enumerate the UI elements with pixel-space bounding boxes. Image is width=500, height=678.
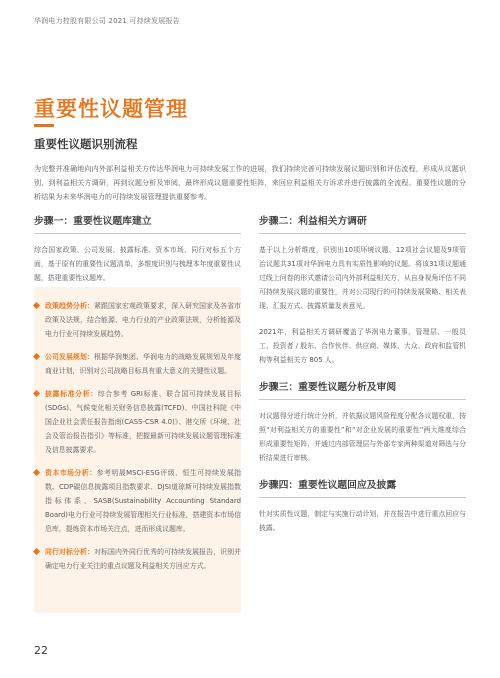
section-title: 重要性议题识别流程	[34, 137, 138, 151]
bullet-label: 政策趋势分析：	[45, 302, 95, 310]
title-underline	[34, 124, 54, 127]
bullet-text: 参考明晟MSCI-ESG评级、恒生可持续发展指数、CDP碳信息披露项目指数要求、DJSI道琼斯可持续发展指数指标体系、SASB(Sustainability Accounting Standard Board)电力行业可持续发展管理相关行业标准，搭建资本市场信息库，提炼资本市场关注点，进而形成议题库。	[45, 469, 242, 533]
bullet-label: 披露标准分析：	[45, 390, 98, 398]
step1-bullet-list	[34, 291, 241, 590]
right-column	[259, 213, 466, 535]
step4-text: 针对实质性议题，制定与实施行动计划，并在报告中进行重点回应与披露。	[259, 510, 466, 532]
left-column	[34, 213, 241, 590]
diamond-bullet-icon	[33, 548, 40, 555]
step1-title: 步骤一：重要性议题库建立	[34, 213, 241, 234]
section-intro: 为完整并准确地向内外部利益相关方传达华润电力可持续发展工作的进展，我们持续完善可持续发展议题识别和评估流程，形成从议题识别，到利益相关方调研，再到议题分析及审阅，最终形成议题重要性矩阵，来回应利益相关方诉求并进行披露的全流程。重要性议题的分析结果为未来华润电力的可持续发展管理提供重要参考。	[34, 164, 466, 201]
step2-text-1: 基于以上分析维度，识别出10项环境议题、12项社会议题及9项管治议题共31项对华润电力具有实质性影响的议题。将该31项议题通过线上问卷的形式邀请公司内外部利益相关方，从自身视角评估不同可持续发展议题的重要性，并对公司现行的可持续发展策略、相关表现、汇报方式、披露质量发表意见。	[259, 246, 466, 310]
list-item	[34, 387, 241, 457]
list-item	[34, 299, 241, 341]
diamond-bullet-icon	[33, 469, 40, 476]
step2-text-2: 2021年，利益相关方调研覆盖了华润电力董事、管理层、一般员工、投资者 / 股东、合作伙伴、供应商、媒体、大众、政府和监管机构等利益相关方 805 人。	[259, 328, 466, 364]
bullet-text: 紧跟国家宏观政策要求，深入研究国家及各省市政策及法规，结合能源、电力行业的产业政策法规，分析能源及电力行业可持续发展趋势。	[45, 302, 242, 338]
step4-title: 步骤四：重要性议题回应及披露	[259, 477, 466, 498]
page-title: 重要性议题管理	[34, 97, 188, 121]
step3-text: 对议题得分进行统计分析，并依据议题风险程度分配各议题权重，按照“对利益相关方的重要性”和“对企业发展的重要性”两大维度综合形成重要性矩阵，并通过内部管理层与外部专家两种渠道对筛选与分析结果进行审核。	[259, 412, 466, 462]
report-header: 华润电力控股有限公司 2021 可持续发展报告	[34, 17, 180, 25]
step3-title: 步骤三：重要性议题分析及审阅	[259, 379, 466, 400]
diamond-bullet-icon	[33, 302, 40, 309]
diamond-bullet-icon	[33, 353, 40, 360]
diamond-bullet-icon	[33, 390, 40, 397]
step1-text: 综合国家政策、公司发展、披露标准、资本市场、同行对标五个方面，基于原有的重要性议题清单，多维度识别与梳理本年度重要性议题，搭建重要性议题库。	[34, 246, 241, 282]
list-item	[34, 466, 241, 536]
bullet-text: 根据华润集团、华润电力的战略发展规划及年度商业计划，识别对公司战略目标具有重大意义的关键性议题。	[45, 353, 242, 375]
bullet-label: 公司发展规划：	[45, 353, 95, 361]
page-number: 22	[34, 644, 48, 657]
bullet-text: 综合参考 GRI标准、联合国可持续发展目标(SDGs)、气候变化相关财务信息披露(TCFD)、中国社科院《中国企业社会责任报告指南(CASS-CSR 4.0)》、港交所《环境、社会及管治报告指引》等标准，把握最新可持续发展议题管理标准及信息披露要求。	[45, 390, 241, 454]
list-item	[34, 350, 241, 378]
bullet-label: 同行对标分析：	[45, 548, 95, 556]
bullet-text: 对标国内外同行优秀的可持续发展报告，识别并确定电力行业关注的重点议题及利益相关方回应方式。	[45, 548, 242, 570]
step2-title: 步骤二：利益相关方调研	[259, 213, 466, 234]
bullet-label: 资本市场分析：	[45, 469, 97, 477]
list-item	[34, 545, 241, 573]
